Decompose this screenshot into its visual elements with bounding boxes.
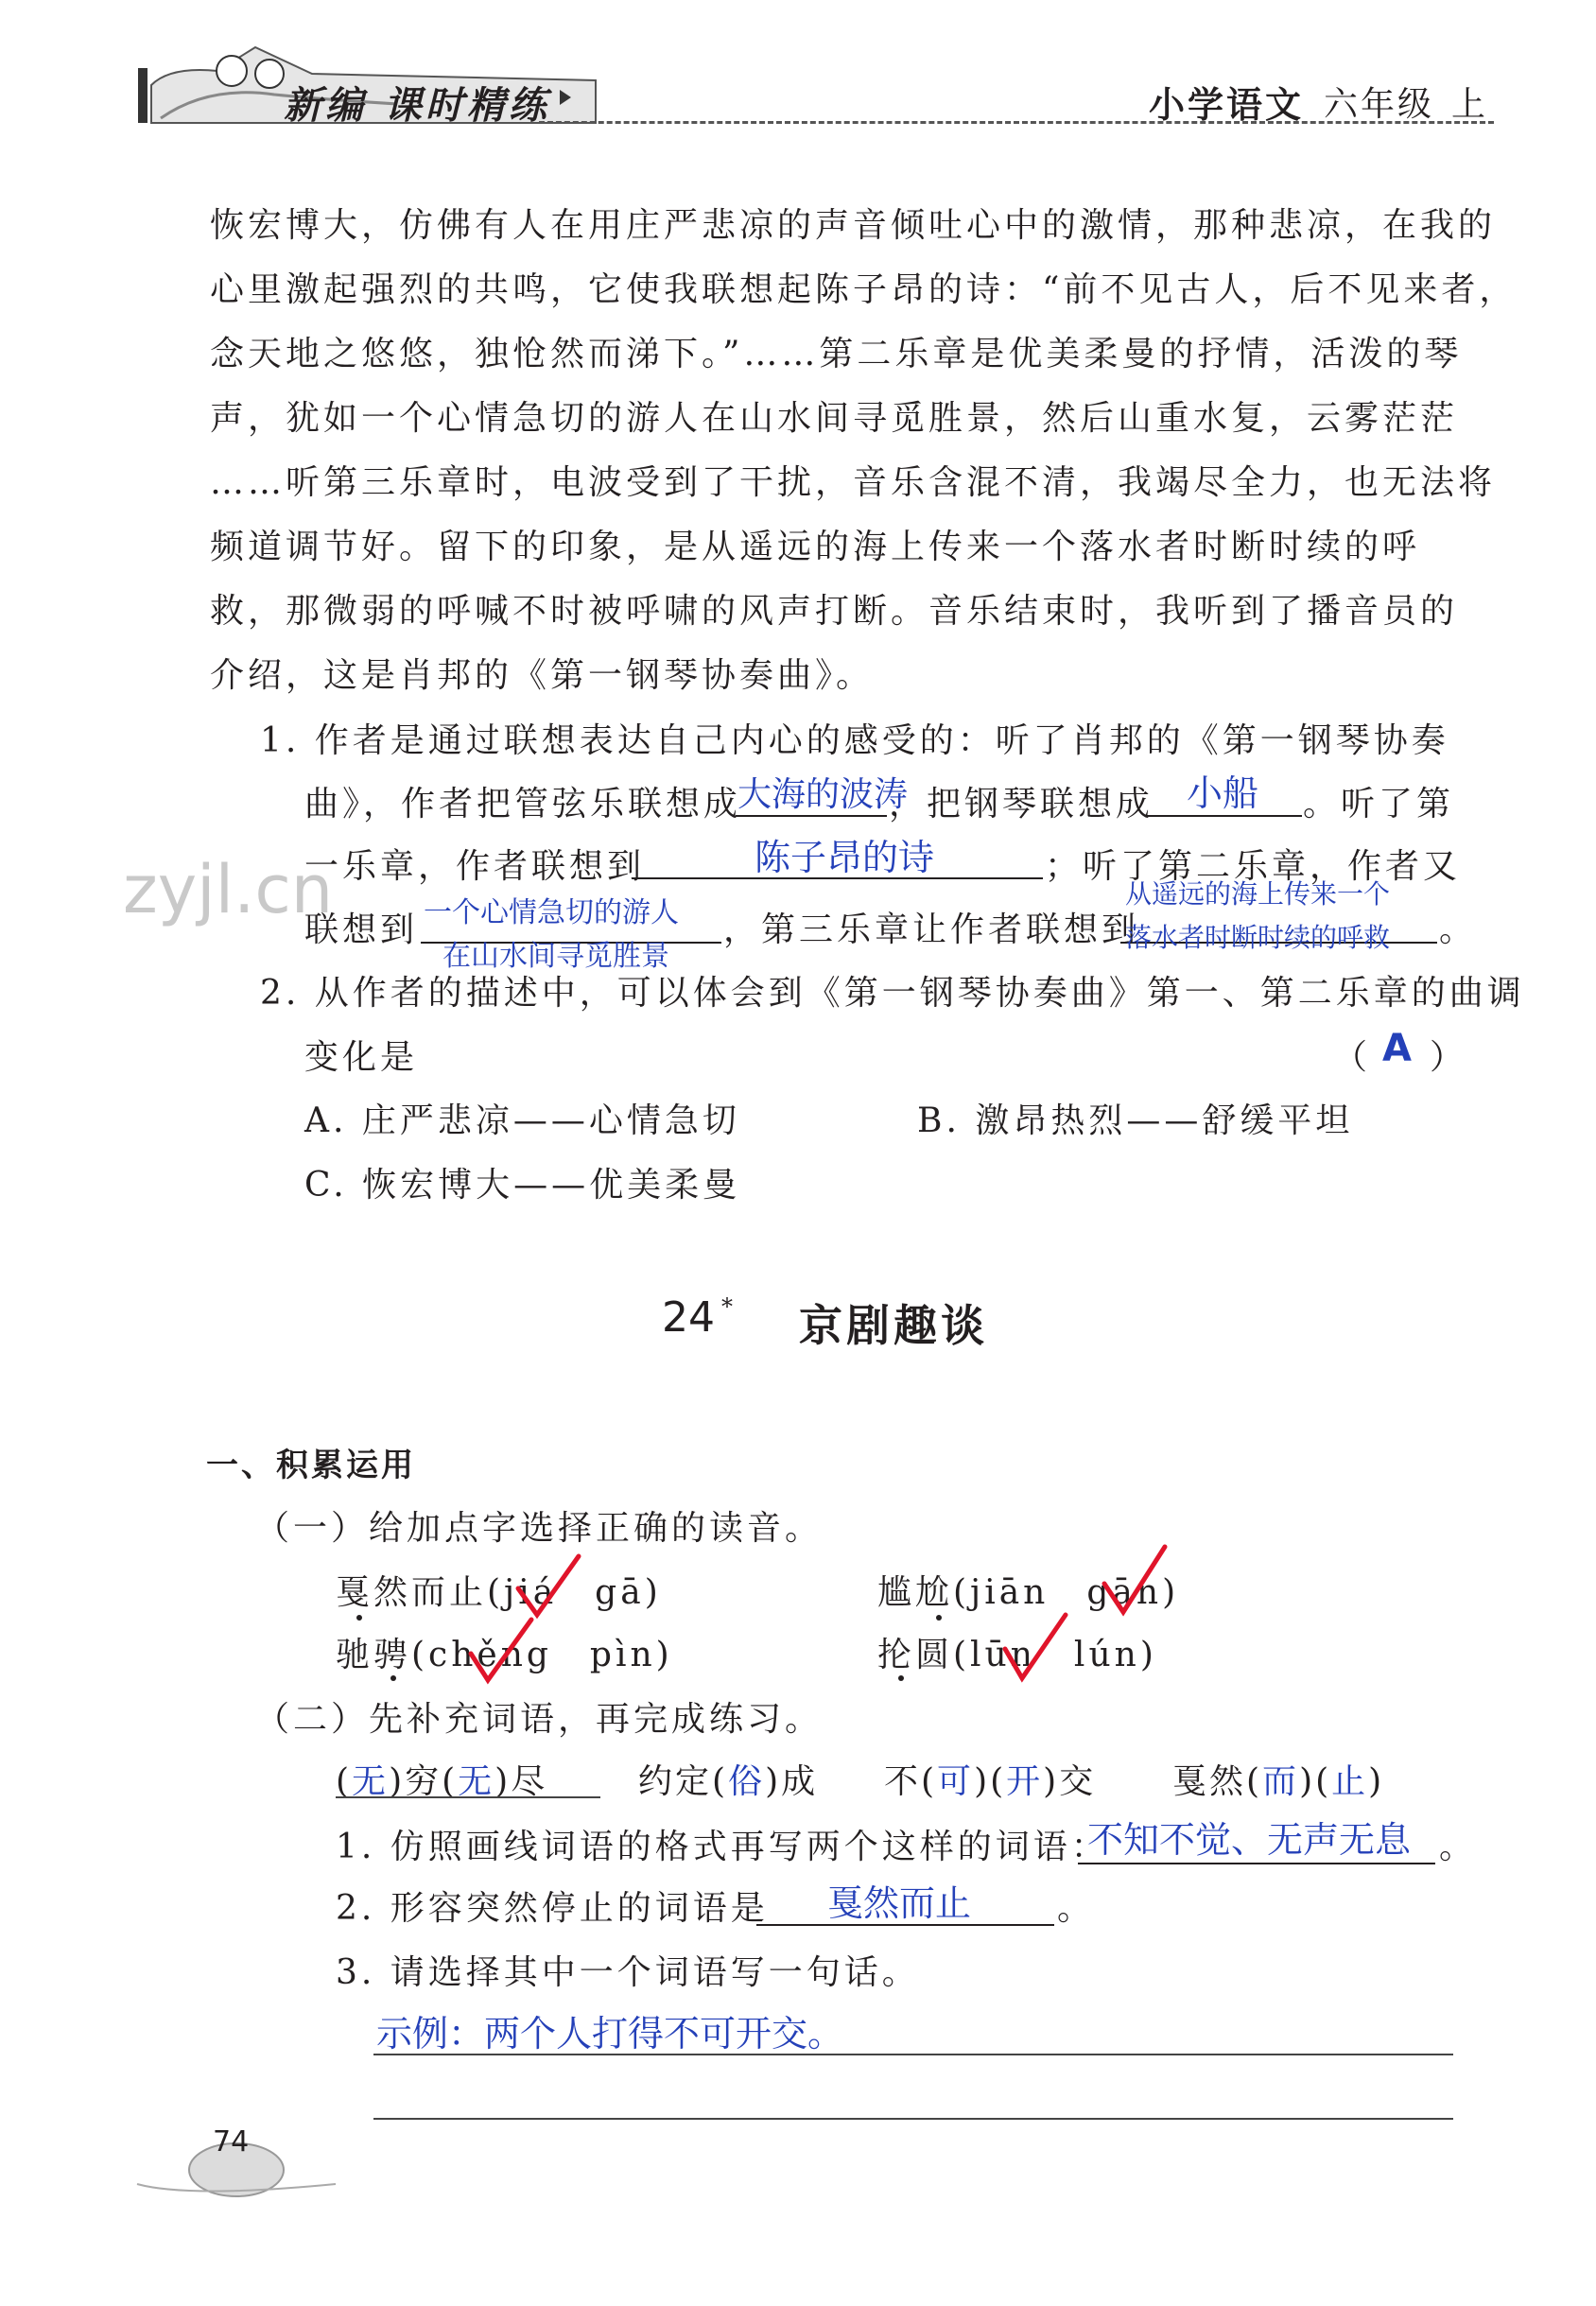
passage-line: 介绍，这是肖邦的《第一钢琴协奏曲》。: [210, 656, 875, 695]
header-divider: [539, 121, 1494, 124]
watermark: zyjl.cn: [123, 851, 334, 928]
q2-text: 变化是: [304, 1038, 419, 1077]
header-subject: 小学语文: [1149, 84, 1305, 126]
q1-text: 。: [1439, 910, 1478, 949]
q1-text: 一乐章，作者联想到: [304, 847, 646, 886]
lesson-number: 24: [662, 1293, 715, 1342]
q2-option-c: C. 恢宏博大——优美柔曼: [304, 1166, 741, 1205]
passage-line: ……听第三乐章时，电波受到了干扰，音乐含混不清，我竭尽全力，也无法将: [210, 463, 1497, 502]
pinyin-item-4: 抡圆(lūn lún): [877, 1636, 1157, 1674]
exercise-1-answer: 不知不觉、无声无息: [1087, 1819, 1412, 1861]
header-arrow-icon: [560, 90, 571, 105]
emphasis-dot: [390, 1675, 396, 1681]
word-1: (无)穷(无)尽: [336, 1762, 548, 1801]
pinyin-item-3: 驰骋(chěng pìn): [336, 1636, 673, 1674]
exercise-2-end: 。: [1057, 1889, 1096, 1928]
emphasis-dot: [936, 1615, 942, 1621]
q1-text: ；听了第二乐章，作者又: [1045, 847, 1462, 886]
passage-line: 恢宏博大，仿佛有人在用庄严悲凉的声音倾吐心中的激情，那种悲凉，在我的: [210, 206, 1497, 245]
exercise-2-answer: 戛然而止: [827, 1882, 972, 1924]
q1-text: 曲》，作者把管弦乐联想成: [304, 785, 742, 824]
word-4: 戛然(而)(止): [1172, 1762, 1385, 1801]
q2-option-a: A. 庄严悲凉——心情急切: [304, 1101, 740, 1140]
q2-text: 2. 从作者的描述中，可以体会到《第一钢琴协奏曲》第一、第二乐章的曲调: [260, 974, 1525, 1013]
q2-option-b: B. 激昂热烈——舒缓平坦: [917, 1101, 1354, 1140]
answer-blank: [1078, 1863, 1435, 1864]
check-icon: [998, 1607, 1073, 1688]
word-underline: [336, 1796, 600, 1798]
exercise-3: 3. 请选择其中一个词语写一句话。: [336, 1953, 920, 1992]
q1-text: 1. 作者是通过联想表达自己内心的感受的：听了肖邦的《第一钢琴协奏: [260, 721, 1449, 760]
exercise-1-end: 。: [1439, 1828, 1478, 1866]
q1-text: ，第三乐章让作者联想到: [723, 910, 1140, 949]
q2-paren: （: [1333, 1038, 1372, 1077]
word-answer: 止: [1331, 1762, 1369, 1801]
answer-movement-1: 陈子昂的诗: [755, 837, 935, 878]
answer-movement-2-line1: 一个心情急切的游人: [424, 896, 679, 929]
passage-line: 声，犹如一个心情急切的游人在山水间寻觅胜景，然后山重水复，云雾茫茫: [210, 399, 1459, 438]
passage-line: 频道调节好。留下的印象，是从遥远的海上传来一个落水者时断时续的呼: [210, 528, 1421, 566]
part-2-instruction: （二）先补充词语，再完成练习。: [255, 1700, 824, 1739]
word-answer: 而: [1262, 1762, 1300, 1801]
passage-line: 心里激起强烈的共鸣，它使我联想起陈子昂的诗：“前不见古人，后不见来者，: [210, 270, 1518, 309]
header-term: 上: [1451, 85, 1486, 124]
lesson-title: 京剧趣谈: [799, 1300, 988, 1351]
exercise-2: 2. 形容突然停止的词语是: [336, 1889, 769, 1928]
exercise-3-answer: 示例：两个人打得不可开交。: [376, 2013, 844, 2055]
answer-movement-3-line2: 落水者时断时续的呼救: [1125, 922, 1391, 953]
check-icon: [1097, 1541, 1172, 1621]
word-answer: 开: [1006, 1762, 1044, 1801]
answer-movement-3-line1: 从遥远的海上传来一个: [1125, 878, 1391, 910]
part-1-instruction: （一）给加点字选择正确的读音。: [255, 1509, 824, 1548]
answer-orchestra: 大海的波涛: [737, 775, 909, 814]
q2-answer: A: [1382, 1027, 1412, 1070]
writing-line: [373, 2118, 1453, 2120]
word-3: 不(可)(开)交: [884, 1762, 1097, 1801]
q1-text: 。听了第: [1303, 785, 1455, 824]
passage-line: 念天地之悠悠，独怆然而涕下。”……第二乐章是优美柔曼的抒情，活泼的琴: [210, 335, 1463, 373]
emphasis-dot: [898, 1675, 904, 1681]
pinyin-item-2: 尴尬(jiān gān): [877, 1573, 1180, 1612]
word-answer: 无: [458, 1762, 495, 1801]
answer-movement-2-line2: 在山水间寻觅胜景: [442, 940, 669, 973]
lesson-star: *: [721, 1293, 733, 1320]
word-answer: 无: [352, 1762, 390, 1801]
word-answer: 可: [937, 1762, 975, 1801]
passage-line: 救，那微弱的呼喊不时被呼啸的风声打断。音乐结束时，我听到了播音员的: [210, 592, 1459, 631]
pinyin-item-1: 戛然而止(jiá gā): [336, 1573, 662, 1612]
word-2: 约定(俗)成: [638, 1762, 819, 1801]
q2-paren: ）: [1430, 1038, 1468, 1077]
word-answer: 俗: [728, 1762, 766, 1801]
exercise-1: 1. 仿照画线词语的格式再写两个这样的词语：: [336, 1828, 1109, 1866]
header-grade: 六年级: [1324, 85, 1435, 124]
writing-line: [373, 2054, 1453, 2055]
page-number: 74: [213, 2125, 250, 2159]
emphasis-dot: [356, 1615, 362, 1621]
q1-text: ，把钢琴联想成: [889, 785, 1154, 824]
section-heading: 一、积累运用: [206, 1447, 416, 1484]
answer-piano: 小船: [1187, 772, 1259, 814]
header-series-title: 新编 课时精练: [284, 84, 550, 128]
check-icon: [463, 1612, 539, 1688]
q1-text: 联想到: [304, 910, 419, 949]
